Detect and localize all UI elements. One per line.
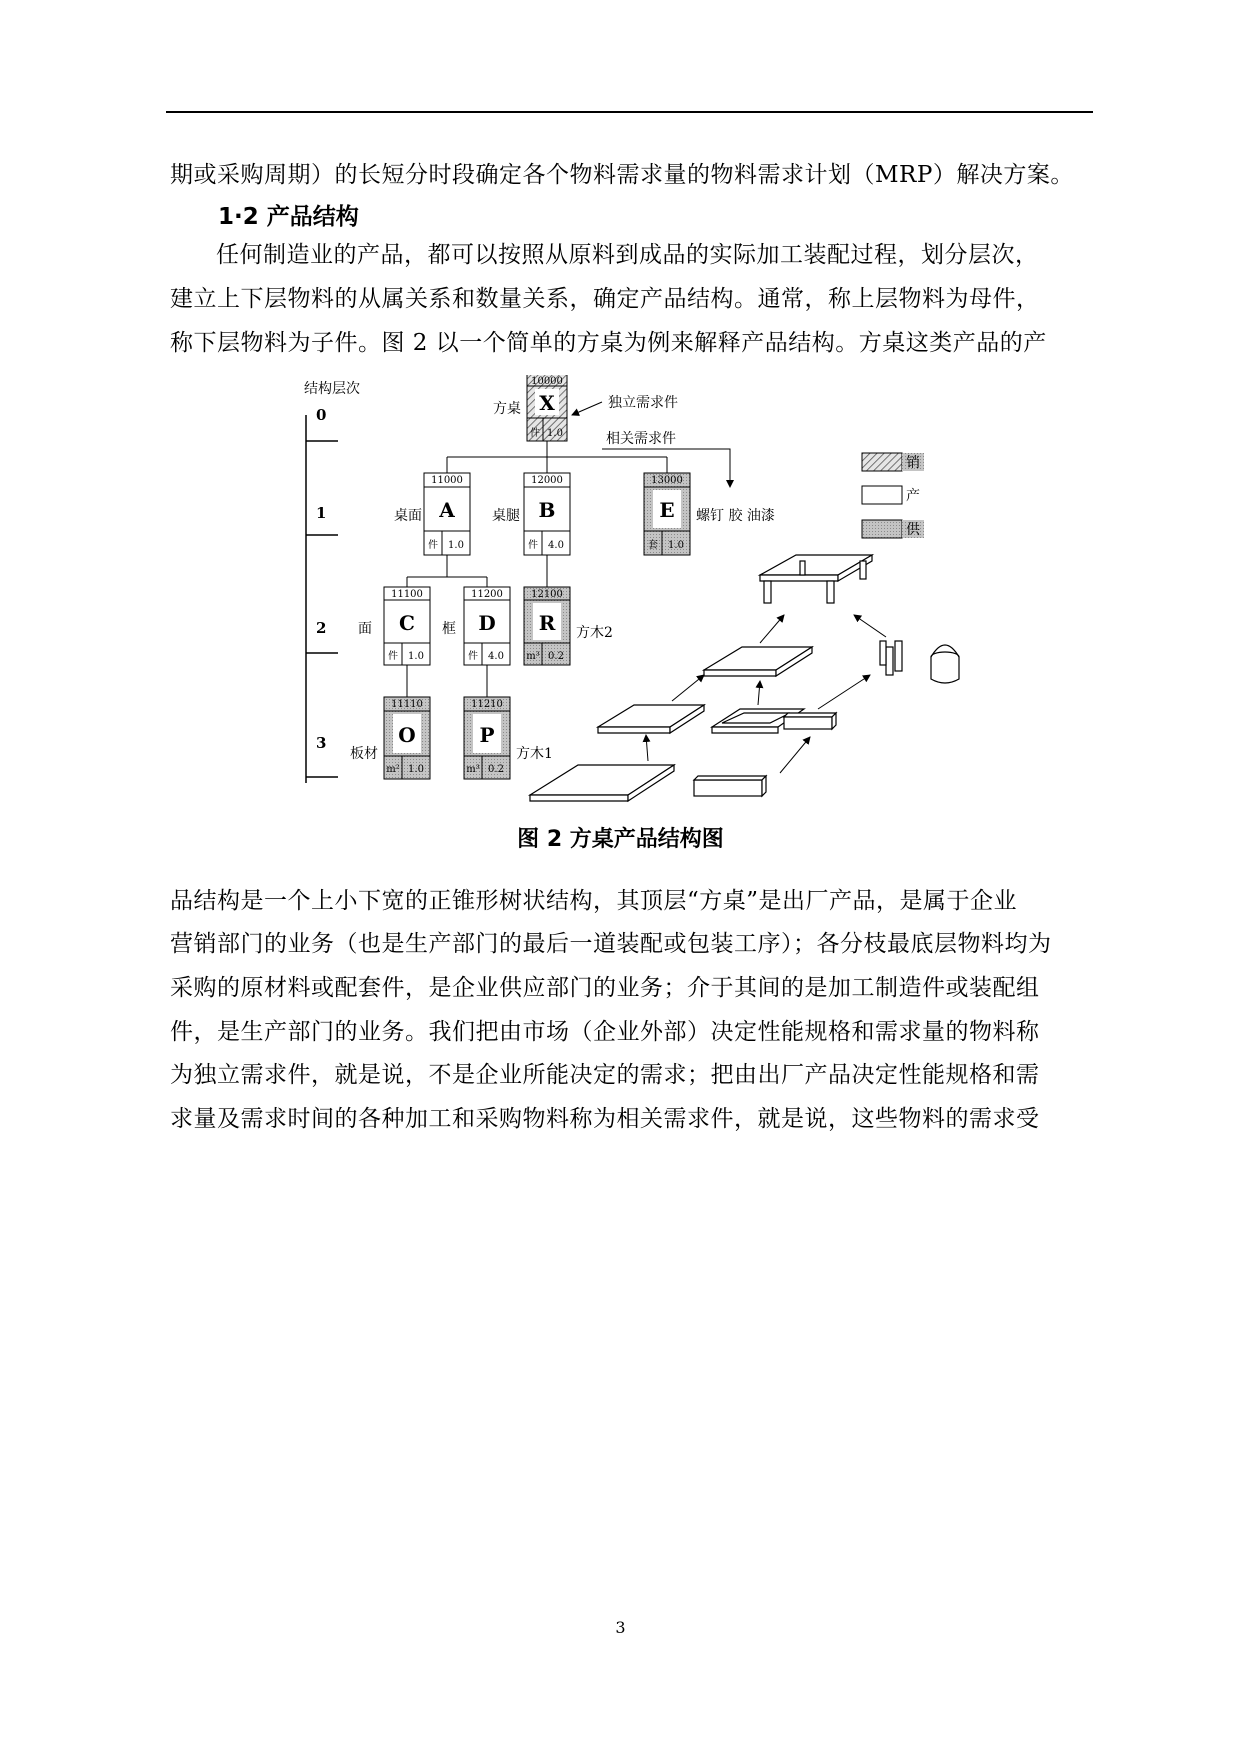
node-E-letter: E xyxy=(659,498,675,522)
node-A xyxy=(394,473,470,555)
node-B-qty: 4.0 xyxy=(548,540,564,551)
node-A-letter: A xyxy=(439,498,455,522)
node-O-code: 11110 xyxy=(391,699,423,710)
text-line-top: 期或采购周期）的长短分时段确定各个物料需求量的物料需求计划（MRP）解决方案。 xyxy=(170,162,1074,188)
node-E-code: 13000 xyxy=(651,475,683,486)
para2-line-4: 件，是生产部门的业务。我们把由市场（企业外部）决定性能规格和需求量的物料称 xyxy=(170,1019,1040,1045)
node-D-name: 框 xyxy=(442,621,456,637)
node-X-code: 10000 xyxy=(531,376,563,387)
node-P xyxy=(464,697,553,779)
node-X-qty: 1.0 xyxy=(547,428,563,439)
node-R-code: 12100 xyxy=(531,589,563,600)
legend-production: 产 xyxy=(906,488,920,504)
node-E xyxy=(644,473,775,555)
node-O-qty: 1.0 xyxy=(408,764,424,775)
node-O-unit: m² xyxy=(386,764,400,775)
node-X-unit: 件 xyxy=(530,428,540,439)
node-O-letter: O xyxy=(398,723,416,747)
page-number: 3 xyxy=(615,1618,626,1637)
legend xyxy=(862,453,924,538)
product-structure-figure xyxy=(290,375,970,805)
header-rule xyxy=(166,111,1093,113)
para1-line-1: 任何制造业的产品，都可以按照从原料到成品的实际加工装配过程，划分层次， xyxy=(216,242,1039,268)
node-B-code: 12000 xyxy=(531,475,563,486)
table-assembly-illustration xyxy=(530,555,959,801)
legend-supply: 供 xyxy=(906,522,920,538)
node-O xyxy=(350,697,430,779)
section-heading: 1·2 产品结构 xyxy=(218,204,359,230)
node-A-unit: 件 xyxy=(428,540,438,551)
para2-line-2: 营销部门的业务（也是生产部门的最后一道装配或包装工序）；各分枝最底层物料均为 xyxy=(170,931,1052,957)
level-1-label: 1 xyxy=(316,504,327,522)
level-2-label: 2 xyxy=(316,619,327,637)
node-C-code: 11100 xyxy=(391,589,423,600)
node-X-name: 方桌 xyxy=(493,401,521,417)
node-E-unit: 套 xyxy=(648,540,658,551)
node-P-letter: P xyxy=(479,723,495,747)
para2-line-6: 求量及需求时间的各种加工和采购物料称为相关需求件，就是说，这些物料的需求受 xyxy=(170,1106,1040,1132)
level-0-label: 0 xyxy=(316,406,327,424)
para2-line-5: 为独立需求件，就是说，不是企业所能决定的需求；把由出厂产品决定性能规格和需 xyxy=(170,1062,1040,1088)
annotation-independent: 独立需求件 xyxy=(608,395,678,411)
node-O-name: 板材 xyxy=(350,746,378,762)
legend-sales: 销 xyxy=(906,455,920,471)
node-P-name: 方木1 xyxy=(516,746,553,762)
figure-caption: 图 2 方桌产品结构图 xyxy=(517,827,724,852)
node-X xyxy=(493,375,567,441)
node-C-unit: 件 xyxy=(388,651,398,662)
node-B-unit: 件 xyxy=(528,540,538,551)
node-D-code: 11200 xyxy=(471,589,503,600)
node-C xyxy=(358,587,430,665)
node-B-letter: B xyxy=(538,498,556,522)
node-C-name: 面 xyxy=(358,621,372,637)
node-A-qty: 1.0 xyxy=(448,540,464,551)
node-P-unit: m³ xyxy=(466,764,480,775)
annotation-dependent: 相关需求件 xyxy=(606,431,676,447)
node-R-qty: 0.2 xyxy=(548,651,564,662)
node-P-qty: 0.2 xyxy=(488,764,504,775)
node-B-name: 桌腿 xyxy=(492,508,520,524)
node-R xyxy=(524,587,613,665)
node-A-name: 桌面 xyxy=(394,508,422,524)
node-D-unit: 件 xyxy=(468,651,478,662)
node-R-unit: m³ xyxy=(526,651,540,662)
node-A-code: 11000 xyxy=(431,475,463,486)
level-axis-title: 结构层次 xyxy=(304,381,360,397)
assembly-arrows xyxy=(646,615,886,773)
para2-line-1: 品结构是一个上小下宽的正锥形树状结构，其顶层“方桌”是出厂产品，是属于企业 xyxy=(170,888,1018,914)
node-B xyxy=(492,473,570,555)
node-E-qty: 1.0 xyxy=(668,540,684,551)
node-R-letter: R xyxy=(538,611,556,635)
node-D xyxy=(442,587,510,665)
para2-line-3: 采购的原材料或配套件，是企业供应部门的业务；介于其间的是加工制造件或装配组 xyxy=(170,975,1040,1001)
node-C-qty: 1.0 xyxy=(408,651,424,662)
node-R-name: 方木2 xyxy=(576,625,613,641)
node-D-qty: 4.0 xyxy=(488,651,504,662)
node-P-code: 11210 xyxy=(471,699,503,710)
node-E-name: 螺钉 胶 油漆 xyxy=(696,508,775,524)
node-X-letter: X xyxy=(539,391,555,415)
node-D-letter: D xyxy=(478,611,496,635)
level-3-label: 3 xyxy=(316,734,327,752)
para1-line-2: 建立上下层物料的从属关系和数量关系，确定产品结构。通常，称上层物料为母件， xyxy=(170,286,1040,312)
para1-line-3: 称下层物料为子件。图 2 以一个简单的方桌为例来解释产品结构。方桌这类产品的产 xyxy=(170,330,1047,356)
node-C-letter: C xyxy=(399,611,415,635)
